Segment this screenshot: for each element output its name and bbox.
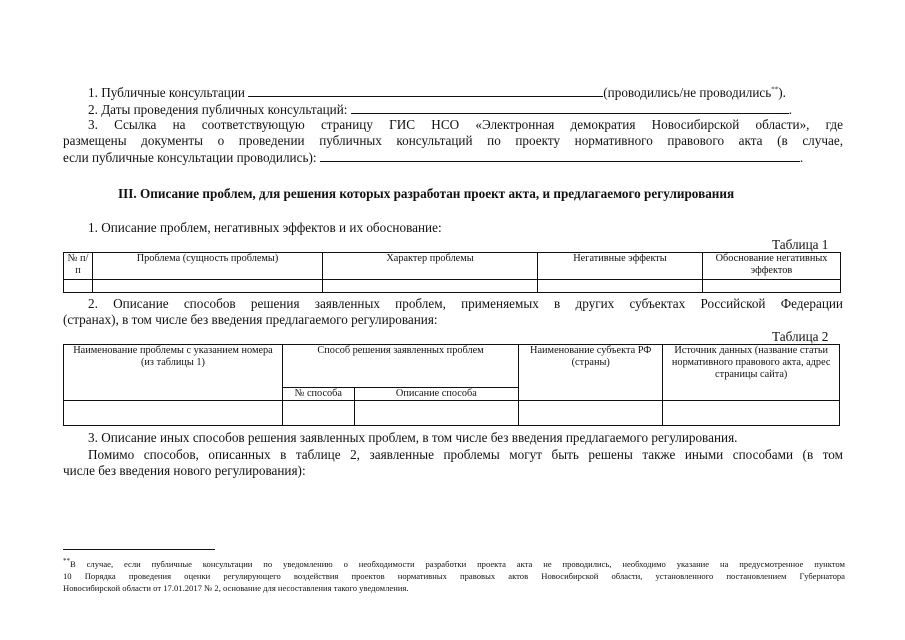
table2-col-source: Источник данных (название статьи нормативного правового акта, адрес страницы сайта) (663, 345, 840, 401)
table2-cell (519, 401, 663, 426)
footnote-line-1 (63, 558, 845, 570)
table2-col-method-num: № способа (282, 388, 354, 401)
table2-empty-row (64, 401, 840, 426)
table2-header-row (64, 345, 840, 388)
table2-cell (354, 401, 518, 426)
consultation-dates-line (88, 101, 792, 118)
table2-cell (663, 401, 840, 426)
table1-cell (703, 280, 841, 293)
methods-line-2: (странах), в том числе без введения предлагаемого регулирования: (63, 312, 438, 327)
table1-cell (64, 280, 93, 293)
table1-caption: Таблица 1 (772, 237, 829, 252)
table2-cell (282, 401, 354, 426)
table2-col-region: Наименование субъекта РФ (страны) (519, 345, 663, 401)
public-consultations-close: ). (778, 85, 786, 100)
table1-cell (93, 280, 323, 293)
consultation-dates-end: . (788, 102, 793, 117)
section-heading: III. Описание проблем, для решения которых разработан проект акта, и предлагаемого регулирования (118, 186, 735, 201)
link-blank (320, 149, 800, 162)
footnote-separator (63, 549, 215, 550)
footnote-ref: ** (771, 85, 779, 94)
problems-table (63, 252, 841, 293)
problems-paragraph: 1. Описание проблем, негативных эффектов и их обоснование: (88, 220, 442, 235)
methods-line-1: 2. Описание способов решения заявленных проблем, применяемых в других субъектах Российской Федерации (88, 296, 843, 311)
table2-cell (64, 401, 283, 426)
public-consultations-label: 1. Публичные консультации (88, 85, 245, 100)
methods-table (63, 344, 840, 426)
table1-col-justification: Обоснование негативных эффектов (703, 253, 841, 280)
table1-cell (538, 280, 703, 293)
link-line-3 (63, 149, 803, 166)
table1-cell (323, 280, 538, 293)
footnote-text-1: В случае, если публичные консультации по уведомлению о необходимости разработки проекта акта не проводились, необходимо указание на предусмотренное пунктом (70, 559, 845, 569)
footnote-line-3: Новосибирской области от 17.01.2017 № 2, основание для несоставления такого уведомления. (63, 583, 409, 593)
link-line-1: 3. Ссылка на соответствующую страницу ГИС НСО «Электронная демократия Новосибирской области», где (88, 117, 843, 132)
table1-col-problem: Проблема (сущность проблемы) (93, 253, 323, 280)
besides-line-1: Помимо способов, описанных в таблице 2, заявленные проблемы могут быть решены также иными способами (в том (88, 447, 843, 462)
table2-col-method-desc: Описание способа (354, 388, 518, 401)
link-line-3-text: если публичные консультации проводились): (63, 150, 317, 165)
public-consultations-line (88, 84, 786, 101)
link-line-2: размещены документы о проведении публичных консультаций по проекту нормативного правового акта (в случае, (63, 133, 843, 148)
table1-header-row (64, 253, 841, 280)
table1-col-character: Характер проблемы (323, 253, 538, 280)
table2-caption: Таблица 2 (772, 329, 829, 344)
link-end: . (799, 150, 804, 165)
consultation-dates-label: 2. Даты проведения публичных консультаций: (88, 102, 348, 117)
public-consultations-options: (проводились/не проводились (603, 85, 772, 100)
public-consultations-blank (248, 84, 603, 97)
footnote-mark: ** (63, 557, 70, 566)
footnote-line-2: 10 Порядка проведения оценки регулирующего воздействия проектов нормативных правовых актов Новосибирской области, установленного постановлением Губернатора (63, 571, 845, 581)
other-methods-paragraph: 3. Описание иных способов решения заявленных проблем, в том числе без введения предлагаемого регулирования. (88, 430, 738, 445)
consultation-dates-blank (351, 101, 789, 114)
table1-empty-row (64, 280, 841, 293)
besides-line-2: числе без введения нового регулирования): (63, 463, 306, 478)
table2-col-problem: Наименование проблемы с указанием номера (из таблицы 1) (64, 345, 283, 401)
table1-col-effects: Негативные эффекты (538, 253, 703, 280)
table1-col-num: № п/п (64, 253, 93, 280)
table2-col-method: Способ решения заявленных проблем (282, 345, 518, 388)
